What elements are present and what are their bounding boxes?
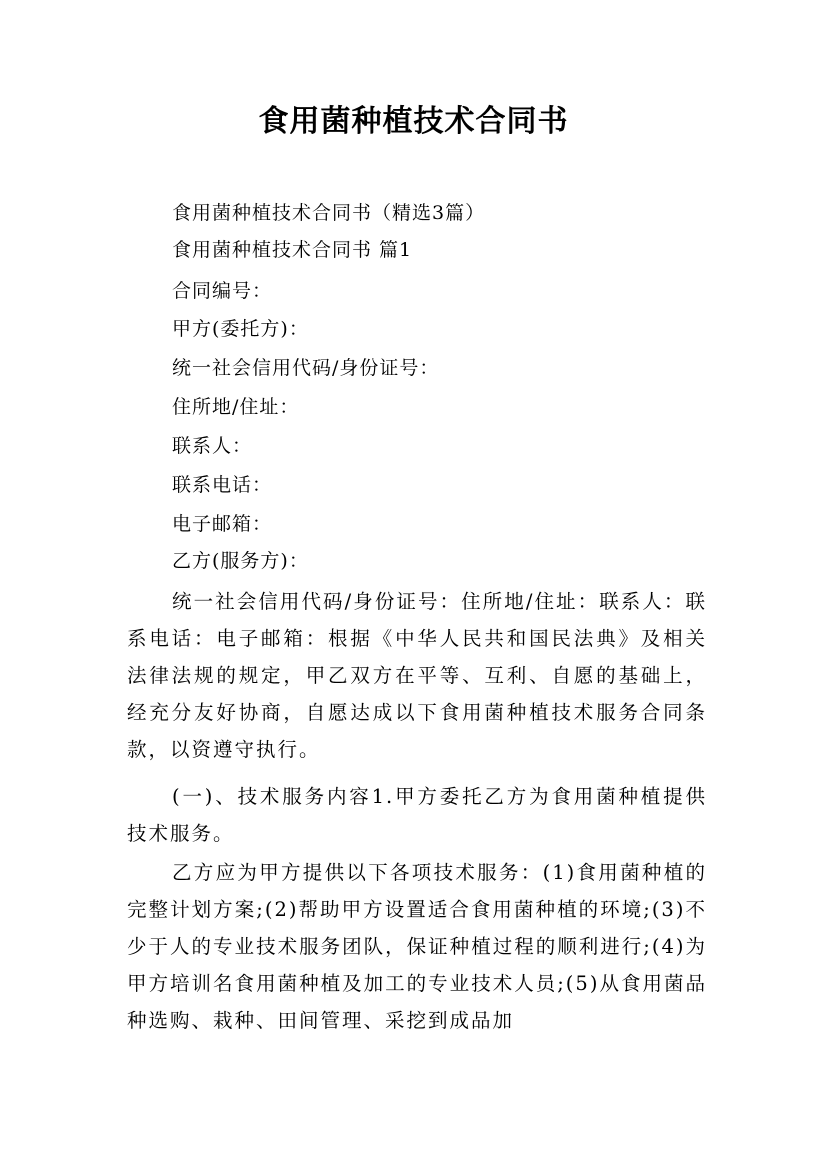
line-phone: 联系电话： xyxy=(172,474,273,496)
line-subtitle: 食用菌种植技术合同书（精选3篇） xyxy=(172,202,486,224)
line-party-a: 甲方(委托方)： xyxy=(172,318,309,340)
line-chapter: 食用菌种植技术合同书 篇1 xyxy=(172,239,413,261)
paragraph-party-b-details: 统一社会信用代码/身份证号：住所地/住址：联系人：联系电话：电子邮箱：根据《中华人民共和国民法典》及相关法律法规的规定，甲乙双方在平等、互利、自愿的基础上，经充分友好协商，自愿达成以下食用菌种植技术服务合同条款，以资遵守执行。 xyxy=(127,590,707,761)
line-contract-number: 合同编号： xyxy=(172,280,273,302)
line-party-b: 乙方(服务方)： xyxy=(172,550,309,572)
line-address: 住所地/住址： xyxy=(172,396,300,418)
line-contact: 联系人： xyxy=(172,435,253,457)
line-credit-code: 统一社会信用代码/身份证号： xyxy=(172,357,440,379)
paragraph-service-content: (一)、技术服务内容1.甲方委托乙方为食用菌种植提供技术服务。 xyxy=(127,785,707,845)
document-title: 食用菌种植技术合同书 xyxy=(258,104,569,139)
paragraph-service-items: 乙方应为甲方提供以下各项技术服务：(1)食用菌种植的完整计划方案;(2)帮助甲方设置适合食用菌种植的环境;(3)不少于人的专业技术服务团队，保证种植过程的顺利进行;(4)为甲方培训名食用菌种植及加工的专业技术人员;(5)从食用菌品种选购、栽种、田间管理、采挖到成品加 xyxy=(127,861,707,1032)
line-email: 电子邮箱： xyxy=(172,513,273,535)
